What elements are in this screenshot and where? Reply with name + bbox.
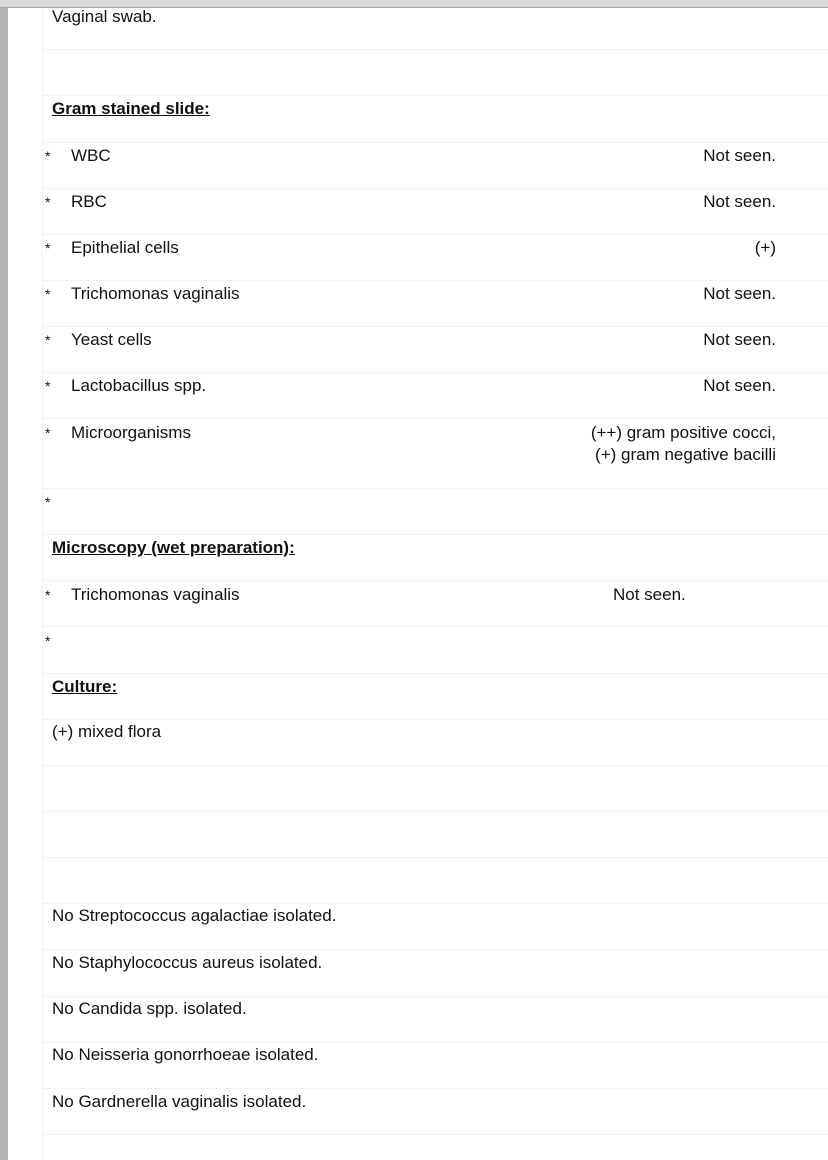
row-divider [42, 719, 828, 720]
culture-negative-item: No Staphylococcus aureus isolated. [52, 953, 323, 972]
bullet-marker: * [45, 378, 51, 394]
culture-negative-item: No Neisseria gonorrhoeae isolated. [52, 1045, 319, 1064]
row-divider [42, 534, 828, 535]
row-label: Lactobacillus spp. [71, 376, 207, 395]
row-label: Trichomonas vaginalis [71, 585, 240, 604]
table-left-border [42, 8, 43, 1160]
bullet-marker: * [45, 332, 51, 348]
row-divider [42, 488, 828, 489]
row-divider [42, 580, 828, 581]
culture-negative-item: No Streptococcus agalactiae isolated. [52, 906, 337, 925]
row-divider [42, 1088, 828, 1089]
window-left-gutter [0, 8, 8, 1160]
bullet-marker: * [45, 194, 51, 210]
row-value: (++) gram positive cocci, (+) gram negative bacilli [590, 423, 776, 464]
row-divider [42, 49, 828, 50]
row-value: Not seen. [613, 585, 686, 604]
bullet-marker: * [45, 587, 51, 603]
row-divider [42, 280, 828, 281]
trailing-bullet: * [45, 633, 51, 649]
wet-prep-heading: Microscopy (wet preparation): [52, 538, 295, 557]
bullet-marker: * [45, 425, 51, 441]
row-label: Microorganisms [71, 423, 191, 442]
culture-heading: Culture: [52, 677, 118, 696]
row-divider [42, 234, 828, 235]
row-divider [42, 142, 828, 143]
row-label: Yeast cells [71, 330, 152, 349]
row-label: RBC [71, 192, 107, 211]
row-value: (+) [754, 238, 776, 257]
row-value: Not seen. [703, 284, 776, 303]
culture-negative-item: No Candida spp. isolated. [52, 999, 247, 1018]
row-divider [42, 996, 828, 997]
row-divider [42, 811, 828, 812]
row-divider [42, 949, 828, 950]
row-label: Epithelial cells [71, 238, 179, 257]
row-divider [42, 188, 828, 189]
row-divider [42, 95, 828, 96]
row-value: Not seen. [703, 192, 776, 211]
row-value: Not seen. [703, 146, 776, 165]
culture-result: (+) mixed flora [52, 722, 162, 741]
trailing-bullet: * [45, 494, 51, 510]
row-divider [42, 1134, 828, 1135]
row-divider [42, 418, 828, 419]
row-divider [42, 673, 828, 674]
report-page [8, 8, 828, 1160]
row-value: Not seen. [703, 376, 776, 395]
culture-negative-item: No Gardnerella vaginalis isolated. [52, 1092, 307, 1111]
row-label: WBC [71, 146, 111, 165]
row-divider [42, 857, 828, 858]
row-label: Trichomonas vaginalis [71, 284, 240, 303]
row-divider [42, 372, 828, 373]
row-value: Not seen. [703, 330, 776, 349]
specimen-label: Vaginal swab. [52, 7, 157, 26]
row-divider [42, 765, 828, 766]
bullet-marker: * [45, 148, 51, 164]
gram-stain-heading: Gram stained slide: [52, 99, 210, 118]
row-divider [42, 326, 828, 327]
row-divider [42, 626, 828, 627]
row-divider [42, 903, 828, 904]
bullet-marker: * [45, 240, 51, 256]
bullet-marker: * [45, 286, 51, 302]
row-divider [42, 1042, 828, 1043]
